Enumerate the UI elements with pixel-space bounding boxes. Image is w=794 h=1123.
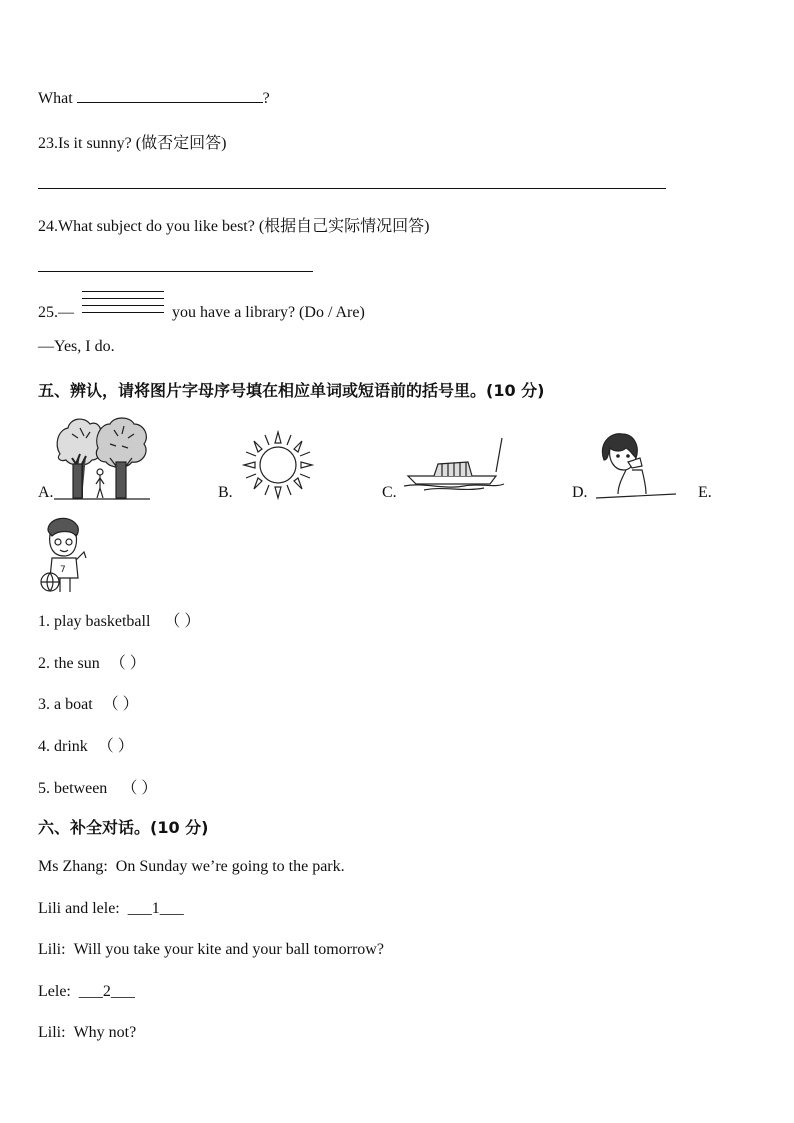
basketball-boy-picture: [38, 516, 94, 592]
q23-answer-line[interactable]: [38, 188, 666, 189]
s5-item-5-bracket[interactable]: （ ）: [121, 780, 158, 797]
speaker-lili: Lili:: [38, 941, 66, 958]
q22-suffix: ?: [262, 90, 270, 107]
speaker-lili-2: Lili:: [38, 1024, 66, 1041]
q22-prefix: What: [38, 90, 73, 107]
dialogue-text-5: Why not?: [73, 1024, 137, 1041]
speaker-ms-zhang: Ms Zhang:: [38, 858, 108, 875]
q24-number: 24.: [38, 218, 58, 235]
dialogue-line-1: [38, 858, 345, 876]
blank-1[interactable]: ___1___: [127, 900, 184, 917]
s5-item-4: [38, 733, 134, 756]
label-d: D.: [572, 484, 588, 501]
q23-line: [38, 130, 226, 153]
q23-number: 23.: [38, 135, 58, 152]
dialogue-line-5: [38, 1024, 136, 1042]
q25-text: you have a library? (Do / Are): [172, 304, 365, 321]
label-a: A.: [38, 484, 54, 501]
blank-2[interactable]: ___2___: [78, 983, 135, 1000]
s5-item-2: [38, 650, 146, 673]
s5-item-1-bracket[interactable]: （ ）: [164, 613, 201, 630]
q22-line: [38, 88, 270, 108]
s5-item-3-text: 3. a boat: [38, 696, 93, 713]
s5-item-3: [38, 691, 139, 714]
dialogue-line-4: [38, 983, 135, 1001]
dialogue-line-3: [38, 941, 384, 959]
q24-line: [38, 213, 430, 236]
q25-line: [38, 301, 365, 322]
s5-item-5-text: 5. between: [38, 780, 108, 797]
dialogue-text-3: Will you take your kite and your ball tomorrow?: [73, 941, 384, 958]
svg-text:7: 7: [60, 565, 66, 575]
speaker-lele: Lele:: [38, 983, 71, 1000]
q22-blank[interactable]: [77, 88, 263, 103]
label-c: C.: [382, 484, 397, 501]
section6-title: 六、补全对话。(10 分): [38, 818, 209, 837]
sun-picture: [242, 430, 314, 500]
s5-item-1-text: 1. play basketball: [38, 613, 151, 630]
q23-text: Is it sunny? (做否定回答): [58, 135, 227, 152]
speaker-lili-and-lele: Lili and lele:: [38, 900, 120, 917]
dialogue-line-2: [38, 900, 184, 918]
q24-text: What subject do you like best? (根据自己实际情况回答): [58, 218, 430, 235]
boat-picture: [404, 436, 506, 492]
s5-item-4-bracket[interactable]: （ ）: [97, 738, 134, 755]
section5-title: 五、辨认，请将图片字母序号填在相应单词或短语前的括号里。(10 分): [38, 381, 545, 400]
s5-item-2-text: 2. the sun: [38, 655, 100, 672]
label-e: E.: [698, 484, 712, 501]
q24-answer-line[interactable]: [38, 271, 313, 272]
s5-item-5: [38, 775, 157, 798]
q25-blank[interactable]: [82, 301, 164, 321]
trees-picture: [54, 414, 150, 500]
q25-number: 25.: [38, 304, 58, 321]
dialogue-text-1: On Sunday we’re going to the park.: [115, 858, 345, 875]
drinking-girl-picture: [596, 430, 676, 500]
label-b: B.: [218, 484, 233, 501]
q25-answer: —Yes, I do.: [38, 338, 115, 355]
s5-item-2-bracket[interactable]: （ ）: [109, 655, 146, 672]
s5-item-4-text: 4. drink: [38, 738, 88, 755]
q25-dash: —: [58, 304, 74, 321]
s5-item-3-bracket[interactable]: （ ）: [102, 696, 139, 713]
s5-item-1: [38, 608, 200, 631]
